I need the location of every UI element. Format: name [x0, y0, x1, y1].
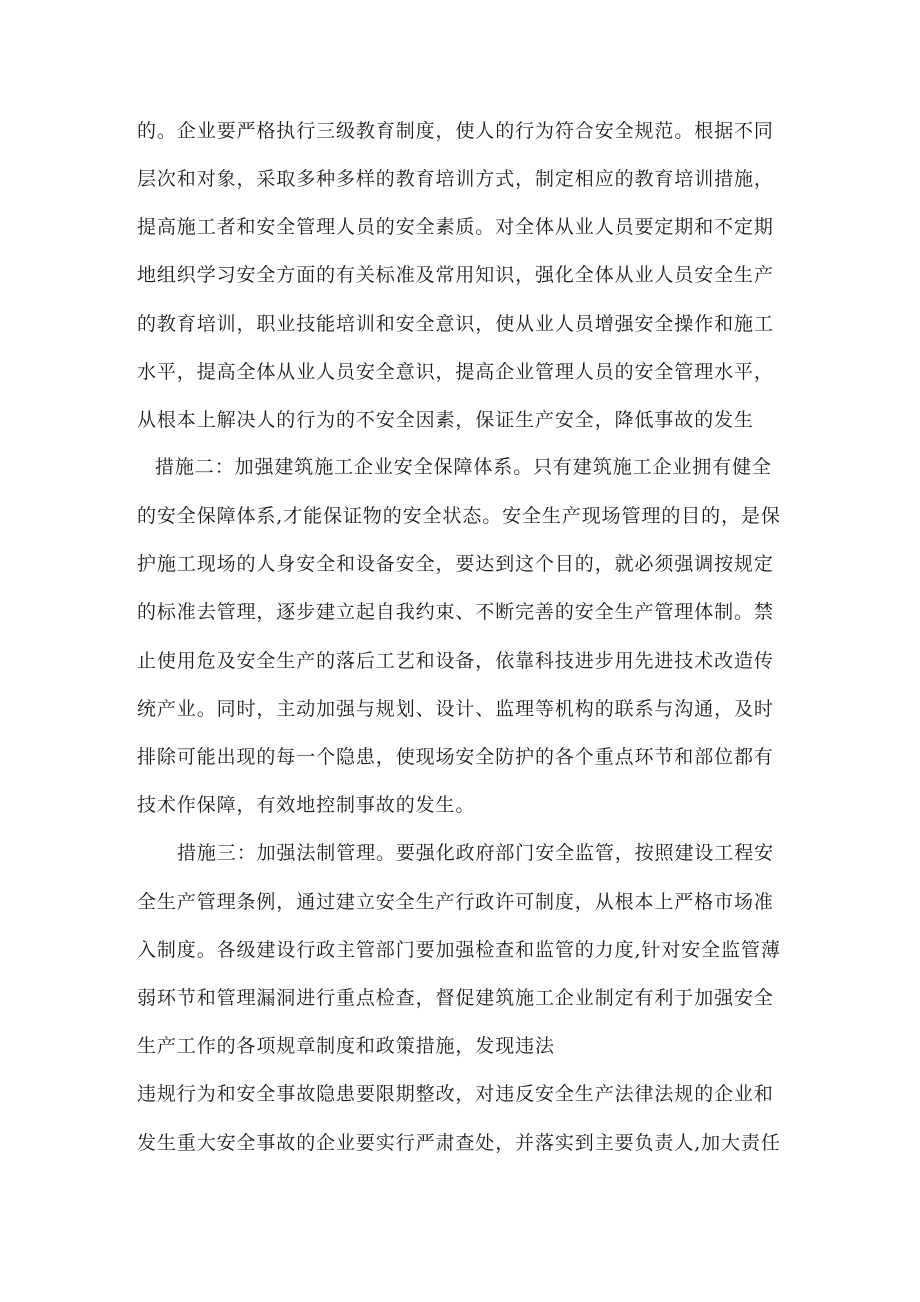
text-line-14: 排除可能出现的每一个隐患，使现场安全防护的各个重点环节和部位都有 [137, 746, 774, 768]
text-line-9: 的安全保障体系,才能保证物的安全状态。安全生产现场管理的目的，是保 [137, 505, 781, 527]
text-line-18: 入制度。各级建设行政主管部门要加强检查和监管的力度,针对安全监管薄 [137, 939, 781, 961]
text-line-10: 护施工现场的人身安全和设备安全，要达到这个目的，就必须强调按规定 [137, 553, 774, 575]
text-line-4: 地组织学习安全方面的有关标准及常用知识，强化全体从业人员安全生产 [137, 264, 774, 286]
text-line-1: 的。企业要严格执行三级教育制度，使人的行为符合安全规范。根据不同 [137, 120, 774, 142]
text-line-16: 措施三：加强法制管理。要强化政府部门安全监管，按照建设工程安 [177, 842, 775, 864]
text-line-17: 全生产管理条例，通过建立安全生产行政许可制度，从根本上严格市场准 [137, 891, 774, 913]
text-line-15: 技术作保障，有效地控制事故的发生。 [137, 794, 476, 816]
text-line-5: 的教育培训，职业技能培训和安全意识，使从业人员增强安全操作和施工 [137, 313, 774, 335]
text-line-13: 统产业。同时，主动加强与规划、设计、监理等机构的联系与沟通，及时 [137, 698, 774, 720]
text-line-6: 水平，提高全体从业人员安全意识，提高企业管理人员的安全管理水平， [137, 361, 774, 383]
text-line-3: 提高施工者和安全管理人员的安全素质。对全体从业人员要定期和不定期 [137, 216, 774, 238]
text-line-20: 生产工作的各项规章制度和政策措施，发现违法 [137, 1035, 555, 1057]
text-line-11: 的标准去管理，逐步建立起自我约束、不断完善的安全生产管理体制。禁 [137, 601, 774, 623]
text-line-2: 层次和对象，采取多种多样的教育培训方式，制定相应的教育培训措施， [137, 168, 774, 190]
text-line-8: 措施二：加强建筑施工企业安全保障体系。只有建筑施工企业拥有健全 [155, 456, 772, 478]
text-line-7: 从根本上解决人的行为的不安全因素，保证生产安全，降低事故的发生 [137, 409, 754, 431]
text-line-19: 弱环节和管理漏洞进行重点检查，督促建筑施工企业制定有利于加强安全 [137, 987, 774, 1009]
text-line-22: 发生重大安全事故的企业要实行严肃查处，并落实到主要负责人,加大责任 [137, 1132, 781, 1154]
text-line-12: 止使用危及安全生产的落后工艺和设备，依靠科技进步用先进技术改造传 [137, 650, 774, 672]
text-line-21: 违规行为和安全事故隐患要限期整改，对违反安全生产法律法规的企业和 [137, 1083, 774, 1105]
